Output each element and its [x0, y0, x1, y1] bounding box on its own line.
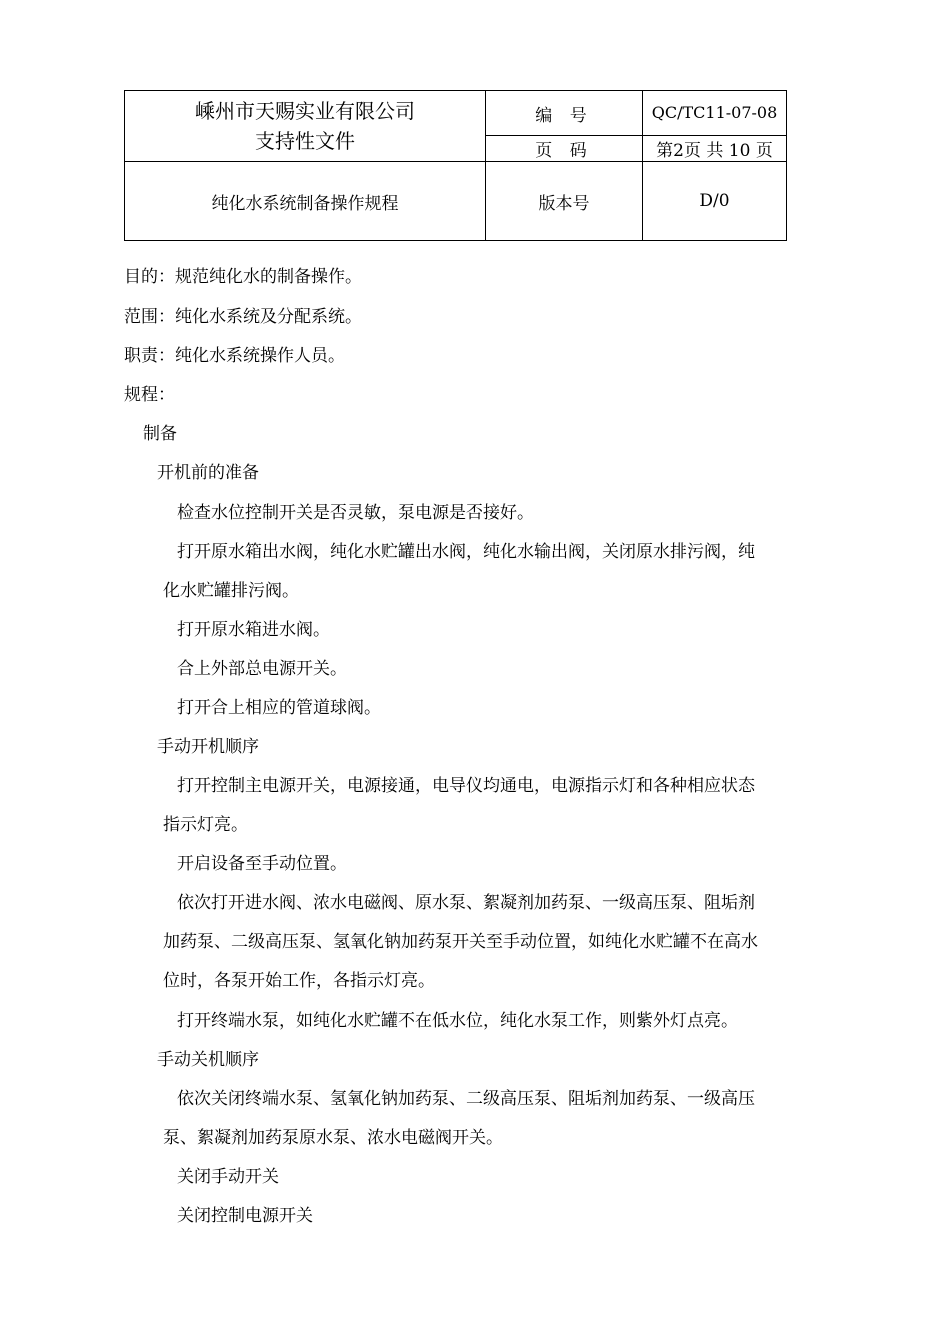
- subsection-before-start: 开机前的准备: [157, 463, 259, 483]
- purpose-text: 目的：规范纯化水的制备操作。: [124, 267, 362, 287]
- document-category: 支持性文件: [255, 129, 355, 153]
- step-paragraph: 打开原水箱出水阀，纯化水贮罐出水阀，纯化水输出阀，关闭原水排污阀，纯: [177, 542, 755, 562]
- version-label: 版本号: [486, 162, 643, 241]
- step-paragraph-continued: 位时，各泵开始工作，各指示灯亮。: [163, 971, 435, 991]
- step-paragraph-continued: 指示灯亮。: [163, 815, 248, 835]
- step-paragraph: 开启设备至手动位置。: [177, 854, 347, 874]
- step-paragraph: 打开终端水泵，如纯化水贮罐不在低水位，纯化水泵工作，则紫外灯点亮。: [177, 1011, 738, 1031]
- subsection-manual-stop: 手动关机顺序: [157, 1050, 259, 1070]
- code-label: 编 号: [486, 91, 643, 136]
- step-paragraph-continued: 加药泵、二级高压泵、氢氧化钠加药泵开关至手动位置，如纯化水贮罐不在高水: [163, 932, 758, 952]
- step-paragraph: 打开原水箱进水阀。: [177, 620, 330, 640]
- step-paragraph: 关闭控制电源开关: [177, 1206, 313, 1226]
- document-title: 纯化水系统制备操作规程: [125, 162, 486, 241]
- procedure-heading: 规程：: [124, 385, 175, 405]
- code-value: QC/TC11-07-08: [643, 91, 787, 136]
- step-paragraph: 关闭手动开关: [177, 1167, 279, 1187]
- duty-text: 职责：纯化水系统操作人员。: [124, 346, 345, 366]
- company-name-cell: [125, 91, 486, 162]
- step-paragraph: 依次打开进水阀、浓水电磁阀、原水泵、絮凝剂加药泵、一级高压泵、阻垢剂: [177, 893, 755, 913]
- step-paragraph: 打开合上相应的管道球阀。: [177, 698, 381, 718]
- page-label: 页 码: [486, 136, 643, 162]
- step-paragraph: 检查水位控制开关是否灵敏，泵电源是否接好。: [177, 503, 534, 523]
- scope-text: 范围：纯化水系统及分配系统。: [124, 307, 362, 327]
- company-name: 嵊州市天赐实业有限公司: [195, 99, 415, 123]
- subsection-manual-start: 手动开机顺序: [157, 737, 259, 757]
- step-paragraph: 依次关闭终端水泵、氢氧化钠加药泵、二级高压泵、阻垢剂加药泵、一级高压: [177, 1089, 755, 1109]
- page-value: 第2页 共 10 页: [643, 136, 787, 162]
- version-value: D/0: [643, 162, 787, 241]
- section-prepare: 制备: [143, 424, 177, 444]
- step-paragraph-continued: 化水贮罐排污阀。: [163, 581, 299, 601]
- step-paragraph: 合上外部总电源开关。: [177, 659, 347, 679]
- document-header-table: [124, 90, 787, 241]
- step-paragraph-continued: 泵、絮凝剂加药泵原水泵、浓水电磁阀开关。: [163, 1128, 503, 1148]
- step-paragraph: 打开控制主电源开关，电源接通，电导仪均通电，电源指示灯和各种相应状态: [177, 776, 755, 796]
